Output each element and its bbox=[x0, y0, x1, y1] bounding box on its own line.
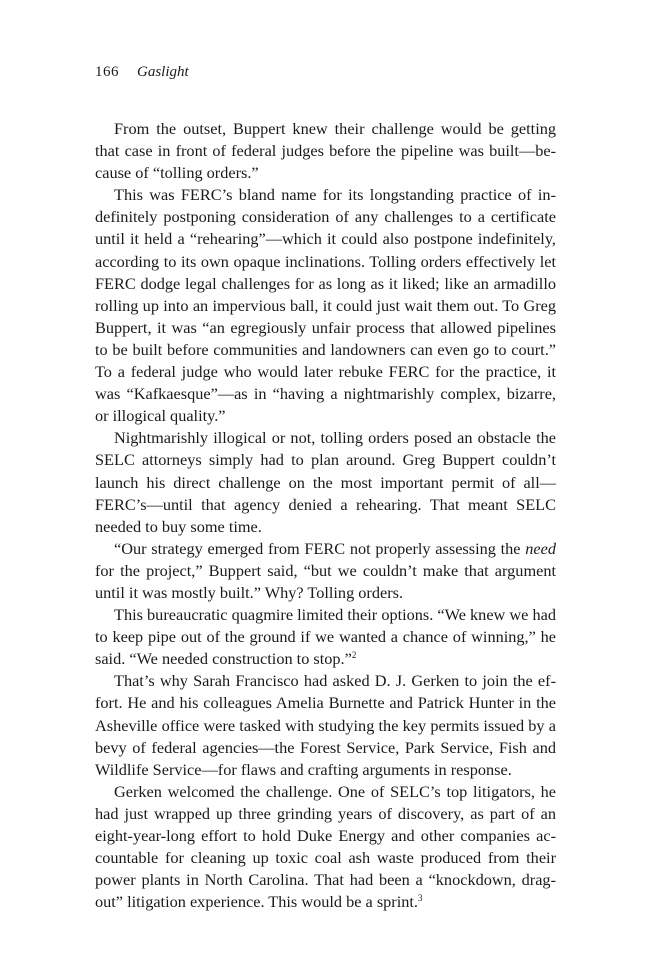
paragraph-text: “Our strategy emerged from FERC not properly assessing the bbox=[114, 538, 526, 558]
paragraph-tolling-orders bbox=[95, 184, 556, 427]
paragraph-text: That’s why Sarah Francisco had asked D. J. Gerken to join the effort. He and his colleagues Amelia Burnette and Patrick Hunter in the Asheville office were tasked with studying the key permits issued by a bevy of federal agencies—the Forest Service, Park Service, Fish and Wildlife Service—for flaws and crafting arguments in response. bbox=[95, 671, 556, 779]
paragraph-strategy bbox=[95, 538, 556, 604]
paragraph-francisco bbox=[95, 670, 556, 780]
paragraph-text: This bureaucratic quagmire limited their options. “We knew we had to keep pipe out of the ground if we wanted a chance of winning,” he said. “We needed construction to stop.” bbox=[95, 605, 556, 669]
running-head bbox=[95, 62, 189, 82]
book-title: Gaslight bbox=[137, 64, 189, 80]
paragraph-text: Gerken welcomed the challenge. One of SELC’s top litigators, he had just wrapped up three grinding years of discovery, as part of an eight-year-long effort to hold Duke Energy and other companies accountable for cleaning up toxic coal ash waste produced from their power plants in North Carolina. That had been a “knockdown, drag-out” litigation experience. This would be a sprint. bbox=[95, 781, 556, 912]
paragraph-text: for the project,” Buppert said, “but we couldn’t make that argument until it was mostly built.” Why? Tolling orders. bbox=[95, 560, 556, 602]
paragraph-quagmire bbox=[95, 604, 556, 670]
page-number: 166 bbox=[95, 64, 119, 80]
paragraph-nightmarishly bbox=[95, 427, 556, 537]
paragraph-text: Nightmarishly illogical or not, tolling orders posed an obstacle the SELC attorneys simply had to plan around. Greg Buppert couldn’t launch his direct challenge on the most important permit of all—FERC’s—until that agency denied a rehearing. That meant SELC needed to buy some time. bbox=[95, 428, 556, 536]
paragraph-text: This was FERC’s bland name for its longstanding practice of indefinitely postponing consideration of any challenges to a certificate until it held a “rehearing”—which it could also postpone indefinitely, according to its own opaque inclinations. Tolling orders effectively let FERC dodge legal challenges for as long as it liked; like an armadillo rolling up into an impervious ball, it could just wait them out. To Greg Buppert, it was “an egregiously unfair process that allowed pipelines to be built before communities and landowners can even go to court.” To a federal judge who would later rebuke FERC for the practice, it was “Kafkaesque”—as in “having a nightmarishly complex, bizarre, or illogical quality.” bbox=[95, 185, 556, 426]
footnote-marker-3: 3 bbox=[418, 893, 423, 904]
emphasis-need: need bbox=[525, 538, 556, 558]
paragraph-text: From the outset, Buppert knew their challenge would be getting that case in front of federal judges before the pipeline was built—because of “tolling orders.” bbox=[95, 119, 556, 183]
body-text bbox=[95, 118, 556, 913]
paragraph-outset bbox=[95, 118, 556, 184]
paragraph-gerken bbox=[95, 781, 556, 914]
footnote-marker-2: 2 bbox=[351, 650, 357, 661]
